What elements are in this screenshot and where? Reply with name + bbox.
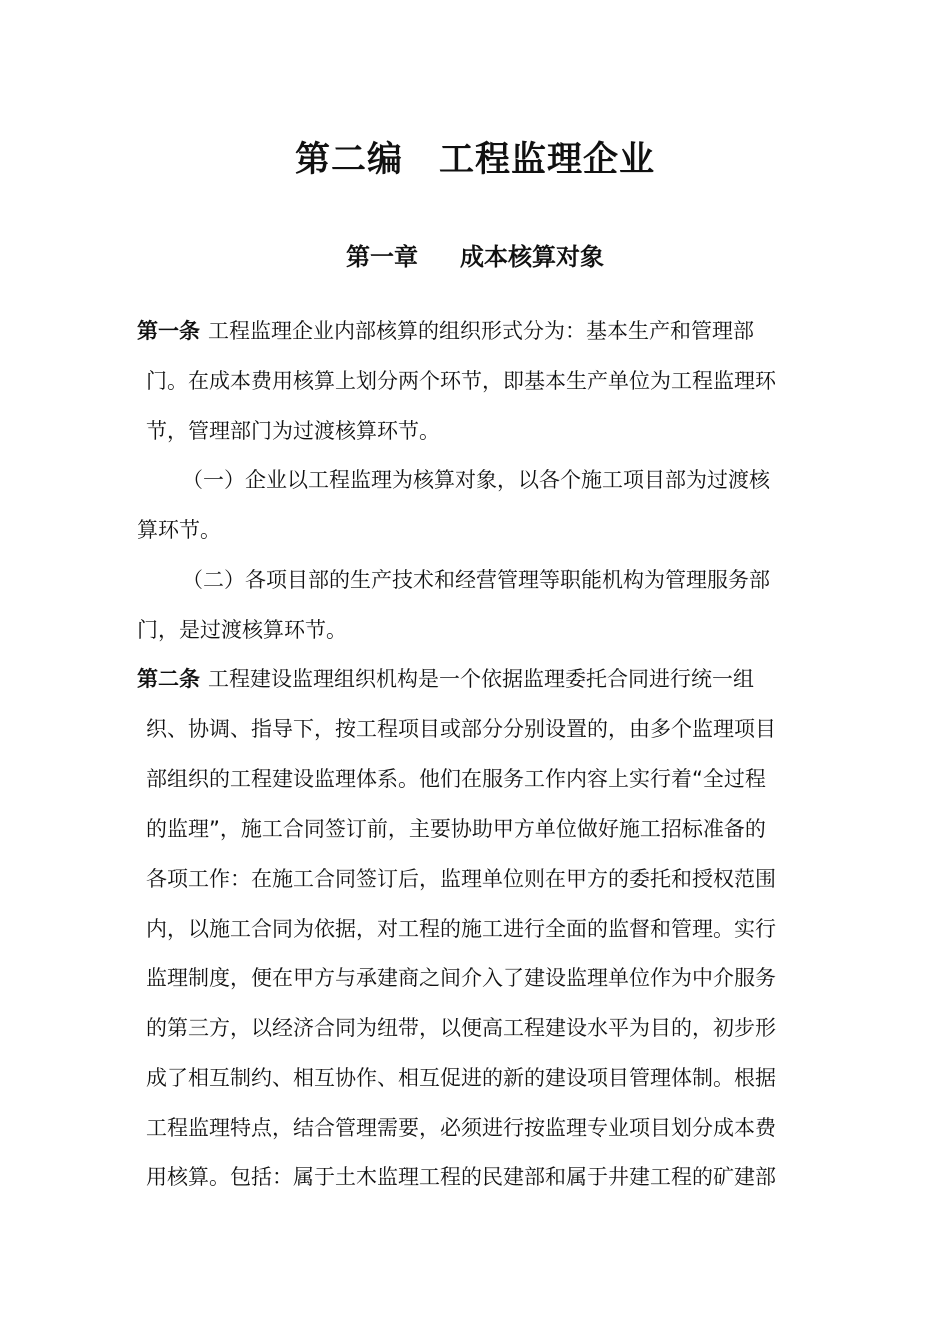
- article2-line-10: 工程监理特点，结合管理需要，必须进行按监理专业项目划分成本费: [146, 1116, 776, 1140]
- chapter-title: [0, 240, 950, 274]
- article1-item1-line-1: （一）企业以工程监理为核算对象，以各个施工项目部为过渡核: [182, 468, 770, 492]
- article2-line-6: 内，以施工合同为依据，对工程的施工进行全面的监督和管理。实行: [146, 917, 776, 941]
- article2-line-4: 的监理”，施工合同签订前，主要协助甲方单位做好施工招标准备的: [146, 817, 766, 841]
- article2-line-9: 成了相互制约、相互协作、相互促进的新的建设项目管理体制。根据: [146, 1066, 776, 1090]
- chapter-label: 第一章: [346, 243, 418, 271]
- article2-text-1: 工程建设监理组织机构是一个依据监理委托合同进行统一组: [208, 667, 754, 691]
- article1-item2-line-2: 门，是过渡核算环节。: [137, 618, 347, 642]
- article2-line-2: 织、协调、指导下，按工程项目或部分分别设置的，由多个监理项目: [146, 717, 776, 741]
- article1-label: 第一条: [137, 319, 200, 343]
- article1-item2-line-1: （二）各项目部的生产技术和经营管理等职能机构为管理服务部: [182, 568, 770, 592]
- article1-item1-line-2: 算环节。: [137, 518, 221, 542]
- article2-line-11: 用核算。包括：属于土木监理工程的民建部和属于井建工程的矿建部: [146, 1165, 776, 1189]
- article1-line-2: 门。在成本费用核算上划分两个环节，即基本生产单位为工程监理环: [146, 369, 776, 393]
- article2-line-5: 各项工作：在施工合同签订后，监理单位则在甲方的委托和授权范围: [146, 867, 776, 891]
- article1-line-3: 节，管理部门为过渡核算环节。: [146, 419, 440, 443]
- article2-label: 第二条: [137, 667, 200, 691]
- part-title: 第二编 工程监理企业: [294, 140, 655, 180]
- article1-line-1: [137, 316, 754, 346]
- chapter-name: 成本核算对象: [460, 243, 604, 271]
- article2-line-1: [137, 664, 754, 694]
- article2-line-8: 的第三方，以经济合同为纽带，以便高工程建设水平为目的，初步形: [146, 1016, 776, 1040]
- article2-line-7: 监理制度，便在甲方与承建商之间介入了建设监理单位作为中介服务: [146, 966, 776, 990]
- article2-line-3: 部组织的工程建设监理体系。他们在服务工作内容上实行着“全过程: [146, 767, 766, 791]
- article1-text-1: 工程监理企业内部核算的组织形式分为：基本生产和管理部: [208, 319, 754, 343]
